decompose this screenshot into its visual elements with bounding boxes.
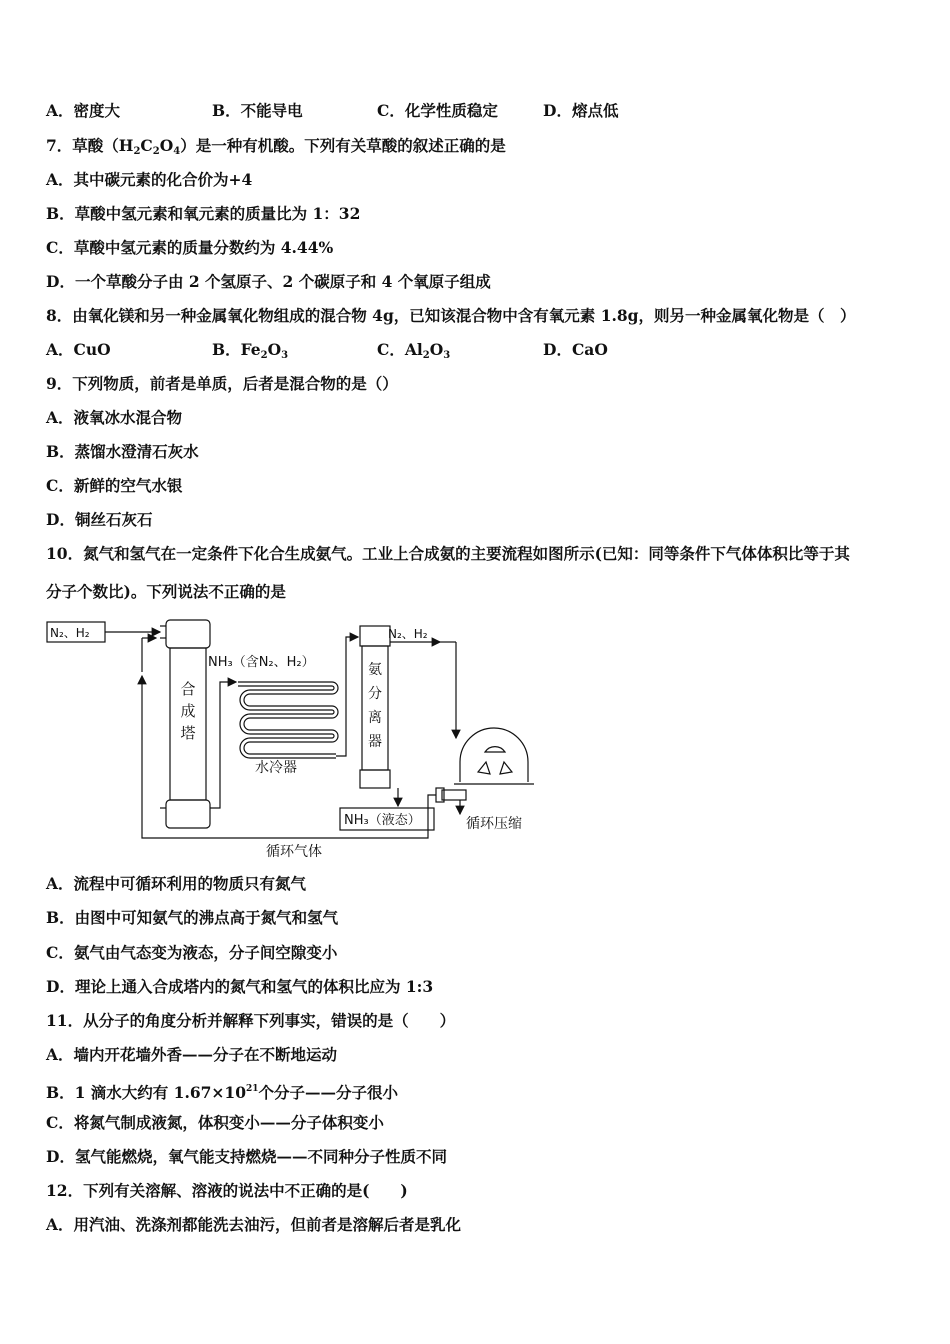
q6-option-d: D．熔点低 <box>543 101 619 120</box>
input-gas-label: N₂、H₂ <box>50 626 90 640</box>
q8-option-b: B．$Fe_2O_3$ <box>212 340 289 361</box>
q10-option-a: A．流程中可循环利用的物质只有氮气 <box>46 874 307 893</box>
q11-option-a: A．墙内开花墙外香——分子在不断地运动 <box>46 1045 338 1064</box>
q6-option-b: B．不能导电 <box>212 101 303 120</box>
tower-char-3: 塔 <box>180 724 196 742</box>
liquid-nh3-label: NH₃（液态） <box>344 813 421 828</box>
q11-option-b: B．1 滴水大约有 $1.67\times 10^{21}$个分子——分子很小 <box>46 1083 399 1102</box>
water-cooler-coil <box>238 682 338 758</box>
q8-option-a: A．CuO <box>46 340 111 359</box>
q8-stem: 8．由氧化镁和另一种金属氧化物组成的混合物 4g，已知该混合物中含有氧元素 1.8g，则另一种金属氧化物是（ ） <box>46 306 856 325</box>
separator-char-2: 分 <box>368 686 382 702</box>
q9-option-c: C．新鲜的空气水银 <box>46 476 183 495</box>
q11-option-c: C．将氮气制成液氮，体积变小——分子体积变小 <box>46 1113 384 1132</box>
q12-stem: 12．下列有关溶解、溶液的说法中不正确的是( ) <box>46 1181 408 1200</box>
q10-option-d: D．理论上通入合成塔内的氮气和氢气的体积比应为 1:3 <box>46 977 434 996</box>
separator-char-1: 氨 <box>368 662 382 678</box>
q8-option-c: C．$Al_2O_3$ <box>377 340 451 361</box>
tower-char-1: 合 <box>180 680 196 698</box>
q7-option-b: B．草酸中氢元素和氧元素的质量比为 1：32 <box>46 204 361 223</box>
separator-char-3: 离 <box>368 710 382 726</box>
q6-option-a: A．密度大 <box>46 101 121 120</box>
q10-option-b: B．由图中可知氨气的沸点高于氮气和氢气 <box>46 908 339 927</box>
compressor-label: 循环压缩 <box>466 816 522 832</box>
q7-stem: 7．草酸$(H_2C_2O_4)$是一种有机酸。下列有关草酸的叙述正确的是 <box>46 136 506 157</box>
q9-option-a: A．液氧冰水混合物 <box>46 408 183 427</box>
q12-option-a: A．用汽油、洗涤剂都能洗去油污，但前者是溶解后者是乳化 <box>46 1215 462 1234</box>
q8-option-d: D．CaO <box>543 340 608 359</box>
recycle-gas-top-label: N₂、H₂ <box>388 627 428 641</box>
q10-option-c: C．氨气由气态变为液态，分子间空隙变小 <box>46 943 338 962</box>
tower-char-2: 成 <box>180 702 196 720</box>
q10-stem-line2: 分子个数比)。下列说法不正确的是 <box>46 582 286 601</box>
cycle-gas-label: 循环气体 <box>266 844 322 860</box>
circulation-compressor <box>436 728 534 814</box>
q10-stem-line1: 10．氮气和氢气在一定条件下化合生成氨气。工业上合成氨的主要流程如图所示(已知：同等条件下气体体积比等于其 <box>46 544 850 563</box>
q6-option-c: C．化学性质稳定 <box>377 101 498 120</box>
q9-option-b: B．蒸馏水澄清石灰水 <box>46 442 199 461</box>
q11-option-d: D．氢气能燃烧，氧气能支持燃烧——不同种分子性质不同 <box>46 1147 447 1166</box>
q9-option-d: D．铜丝石灰石 <box>46 510 153 529</box>
nh3-mixture-label: NH₃（含N₂、H₂） <box>208 655 315 670</box>
q11-stem: 11．从分子的角度分析并解释下列事实，错误的是（ ） <box>46 1011 456 1030</box>
ammonia-separator <box>360 626 390 788</box>
q7-option-d: D．一个草酸分子由 2 个氢原子、2 个碳原子和 4 个氧原子组成 <box>46 272 491 291</box>
q9-stem: 9．下列物质，前者是单质，后者是混合物的是（） <box>46 374 398 393</box>
separator-char-4: 器 <box>368 734 382 750</box>
ammonia-process-diagram <box>40 612 560 864</box>
q7-option-c: C．草酸中氢元素的质量分数约为 4.44% <box>46 238 334 257</box>
q7-option-a: A．其中碳元素的化合价为+4 <box>46 170 253 189</box>
water-cooler-label: 水冷器 <box>255 760 297 776</box>
